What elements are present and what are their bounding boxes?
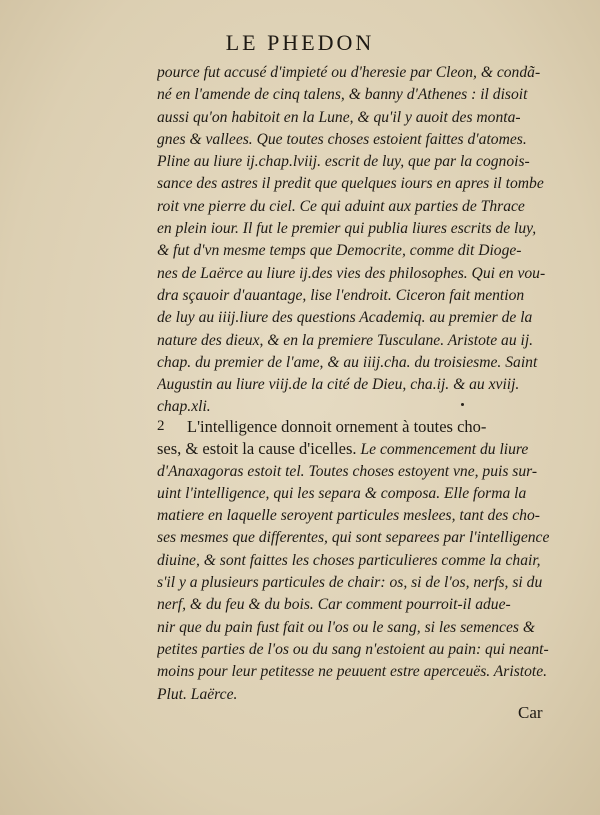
text-line: Augustin au liure viij.de la cité de Dieu, cha.ij. & au xviij. <box>157 376 520 394</box>
text-line: gnes & vallees. Que toutes choses estoient faittes d'atomes. <box>157 130 527 148</box>
text-line: diuine, & sont faittes les choses particulieres comme la chair, <box>157 551 541 569</box>
text-line: de luy au iiij.liure des questions Academiq. au premier de la <box>157 309 533 327</box>
text-line: dra sçauoir d'auantage, lise l'endroit. Ciceron fait mention <box>157 286 525 304</box>
text-line: nes de Laërce au liure ij.des vies des philosophes. Qui en vou- <box>157 264 546 282</box>
paragraph-1 <box>157 62 549 419</box>
text-line: & fut d'vn mesme temps que Democrite, comme dit Dioge- <box>157 242 522 260</box>
catchword: Car <box>518 703 543 722</box>
text-line: aussi qu'on habitoit en la Lune, & qu'il y auoit des monta- <box>157 108 521 126</box>
text-line: chap.xli. <box>157 398 211 416</box>
text-line: s'il y a plusieurs particules de chair: os, si de l'os, nerfs, si du <box>157 574 543 592</box>
italic-text: Le commencement du liure <box>356 441 529 459</box>
text-line: L'intelligence donnoit ornement à toutes cho- <box>187 417 487 436</box>
text-line: en plein iour. Il fut le premier qui publia liures escrits de luy, <box>157 220 537 238</box>
text-line: Pline au liure ij.chap.lviij. escrit de luy, que par la cognois- <box>157 153 530 171</box>
roman-text: ses, & estoit la cause d'icelles. <box>157 439 357 459</box>
text-line: sance des astres il predit que quelques iours en apres il tombe <box>157 175 544 193</box>
text-line: nir que du pain fust fait ou l'os ou le sang, si les semences & <box>157 618 535 636</box>
text-line: roit vne pierre du ciel. Ce qui aduint aux parties de Thrace <box>157 197 525 215</box>
text-line: Plut. Laërce. <box>157 685 238 703</box>
text-line: uint l'intelligence, qui les separa & composa. Elle forma la <box>157 484 527 502</box>
text-line: petites parties de l'os ou du sang n'estoient au pain: qui neant- <box>157 640 549 658</box>
text-line: né en l'amende de cinq talens, & banny d'Athenes : il disoit <box>157 86 528 104</box>
text-line: chap. du premier de l'ame, & au iiij.cha. du troisiesme. Saint <box>157 353 538 371</box>
text-line: matiere en laquelle seroyent particules meslees, tant des cho- <box>157 507 540 525</box>
text-line: moins pour leur petitesse ne peuuent estre aperceuës. Aristote. <box>157 663 548 681</box>
ink-dot <box>461 403 464 406</box>
text-line: pource fut accusé d'impieté ou d'heresie par Cleon, & condã- <box>157 64 541 81</box>
text-line <box>157 438 549 460</box>
text-line: d'Anaxagoras estoit tel. Toutes choses estoyent vne, puis sur- <box>157 462 538 480</box>
text-line: ses mesmes que differentes, qui sont separees par l'intelligence <box>157 529 549 547</box>
text-line: nature des dieux, & en la premiere Tusculane. Aristote au ij. <box>157 331 534 349</box>
paragraph-2 <box>157 416 549 706</box>
text-line: nerf, & du feu & du bois. Car comment pourroit-il adue- <box>157 596 511 614</box>
note-marker: 2 <box>157 418 165 434</box>
running-title: LE PHEDON <box>225 30 375 55</box>
